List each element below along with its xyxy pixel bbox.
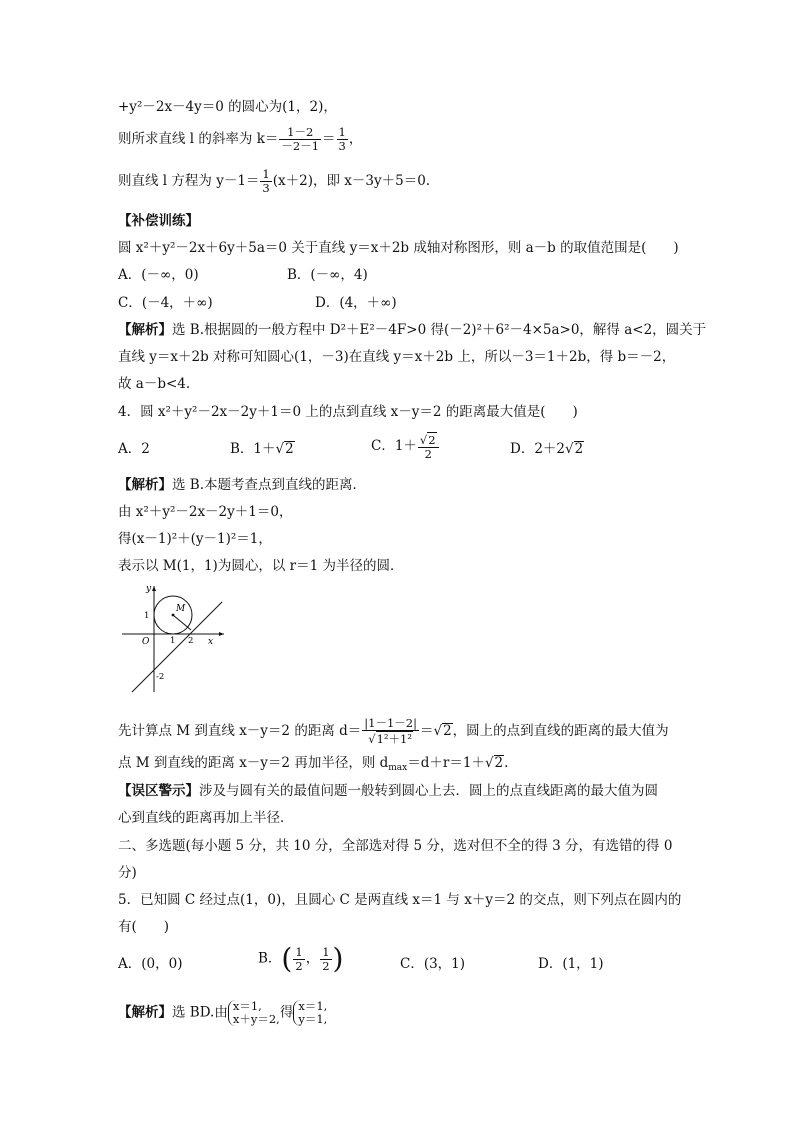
fraction [418, 432, 439, 461]
text: B．1＋ [230, 441, 276, 457]
text: . [504, 755, 509, 771]
y-axis-arrow [152, 586, 156, 591]
numerator: √2 [418, 432, 439, 448]
fraction [293, 946, 304, 973]
fraction [279, 126, 321, 153]
solution-line: 由 x²＋y²－2x－2y＋1＝0， [118, 504, 293, 520]
option-b [258, 942, 344, 975]
solution-line [118, 321, 706, 339]
x-axis-arrow [219, 632, 224, 636]
tick-label: 1 [144, 611, 150, 621]
option-d: D．(1，1) [538, 956, 604, 972]
circle-line-figure [118, 582, 228, 700]
text: +y²－2x－4y＝0 的圆心为(1，2)， [118, 99, 337, 115]
tick-label: -2 [156, 672, 165, 682]
text: 则所求直线 l 的斜率为 k＝ [118, 131, 279, 147]
text: 则直线 l 方程为 y－1＝ [118, 173, 260, 189]
section-heading: 二、多选题(每小题 5 分，共 10 分，全部选对得 5 分，选对但不全的得 3 分，有选错的得 0 [118, 838, 673, 854]
origin-label: O [142, 637, 150, 647]
text: (x＋2)，即 x－3y＋5＝0. [272, 173, 431, 189]
text: 点 M 到直线的距离 x－y＝2 再加半径，则 d [118, 755, 389, 771]
radicand: 2 [574, 441, 584, 457]
equation: y＝1, [298, 1012, 328, 1026]
solution-line [118, 1000, 327, 1026]
denominator: 3 [262, 181, 270, 195]
radicand: 2 [443, 723, 452, 739]
solution-line: 点 M 到直线的距离 x－y＝2 再加半径，则 $d_{max}=d+r=1+√2$. [118, 755, 509, 773]
text: 选 BD.由 [172, 1004, 228, 1021]
text: ＝d＋r＝1＋ [407, 755, 485, 771]
numerator: |1－1－2| [364, 716, 417, 730]
option-a: A．(－∞，0) [118, 267, 199, 283]
paren-right: ) [332, 942, 344, 975]
section-heading: 【补偿训练】 [118, 213, 199, 229]
text: 先计算点 M 到直线 x－y＝2 的距离 d＝ [118, 723, 362, 739]
denominator: 2 [424, 447, 432, 461]
denominator: －2－1 [281, 139, 320, 153]
text: C．1＋ [371, 438, 417, 454]
text: ， [305, 950, 320, 967]
equation: x＝1, [232, 999, 262, 1013]
denominator: √1²＋1² [368, 732, 412, 746]
radicand: 2 [428, 433, 436, 447]
warning-line [118, 782, 658, 800]
line-equation [118, 168, 430, 195]
section-heading: 分) [118, 865, 137, 881]
text: ＝ [322, 131, 336, 147]
fraction [320, 946, 331, 973]
solution-line: 先计算点 M 到直线 x－y＝2 的距离 d＝ $\frac{|1-1-2|}{\text{√1²＋1²}}$ ＝√2，圆上的点到直线的距离的最大值为 [118, 716, 669, 746]
text: D．2＋2 [510, 441, 566, 457]
radicand: 1²＋1² [376, 732, 412, 746]
solution-line: 直线 y＝x＋2b 对称可知圆心(1，－3)在直线 y＝x＋2b 上，所以－3＝1＋2b，得 b＝－2， [118, 349, 676, 365]
slope-line [118, 126, 362, 153]
option-c: C．(3，1) [400, 956, 466, 972]
option-a: A．(0，0) [118, 956, 183, 972]
solution-tag: 【解析】 [118, 477, 172, 493]
numerator: 1－2 [279, 126, 321, 140]
question-text: 5．已知圆 C 经过点(1，0)，且圆心 C 是两直线 x＝1 与 x＋y＝2 的交点，则下列点在圆内的 [118, 892, 682, 908]
text-line [118, 98, 337, 116]
solution-line: 表示以 M(1，1)为圆心，以 r＝1 为半径的圆． [118, 558, 404, 574]
solution-line: 故 a－b<4. [118, 376, 191, 392]
option-d: D．2＋2√2 [510, 441, 584, 457]
tick-label: 2 [188, 636, 194, 646]
x-axis-label: x [208, 637, 214, 647]
option-c [371, 432, 440, 461]
subscript: max [388, 763, 408, 773]
text: ＝ [419, 723, 434, 739]
radius-segment [173, 615, 191, 630]
equation: x＋y＝2, [232, 1012, 280, 1026]
center-label: M [176, 604, 186, 614]
warning-tag: 【误区警示】 [118, 783, 199, 799]
warning-line: 心到直线的距离再加上半径． [118, 810, 294, 826]
equation: x＝1, [298, 999, 328, 1013]
solution-line [118, 476, 366, 494]
question-text: 有( ) [118, 919, 170, 935]
fraction [260, 168, 271, 195]
equation-system [293, 1000, 327, 1026]
solution-line: 得(x－1)²＋(y－1)²＝1， [118, 531, 272, 547]
radicand: 2 [285, 441, 294, 457]
denominator: 2 [295, 958, 303, 973]
numerator: 1 [338, 125, 346, 139]
tick-label: 1 [170, 636, 176, 646]
text: ， [348, 131, 363, 147]
text: 选 B.本题考查点到直线的距离． [172, 477, 367, 493]
solution-tag: 【解析】 [118, 322, 172, 338]
fraction [362, 717, 419, 746]
text: 涉及与圆有关的最值问题一般转到圆心上去．圆上的点直线距离的最大值为圆 [199, 783, 658, 799]
option-b: B．(－∞，4) [287, 267, 368, 283]
option-b: B．1＋√2 [230, 441, 294, 457]
question-text: 4．圆 x²＋y²－2x－2y＋1＝0 上的点到直线 x－y＝2 的距离最大值是( ) [118, 404, 578, 420]
text: 得 [279, 1004, 294, 1021]
radicand: 2 [494, 755, 504, 771]
numerator: 1 [262, 167, 270, 181]
paren-left: ( [281, 942, 293, 975]
fraction [337, 126, 348, 153]
text: B． [258, 950, 282, 967]
solution-tag: 【解析】 [118, 1004, 172, 1021]
text: 选 B.根据圆的一般方程中 D²＋E²－4F>0 得(－2)²＋6²－4×5a>0，解得 a<2，圆关于 [172, 322, 707, 338]
denominator: 3 [338, 139, 346, 153]
question-text: 圆 x²＋y²－2x＋6y＋5a＝0 关于直线 y＝x＋2b 成轴对称图形，则 a－b 的取值范围是( ) [118, 240, 679, 256]
option-c: C．(－4，＋∞) [118, 295, 213, 311]
option-a: A．2 [118, 441, 150, 457]
numerator: 1 [295, 944, 303, 959]
numerator: 1 [322, 944, 330, 959]
option-d: D．(4，＋∞) [315, 295, 397, 311]
equation-system [228, 1000, 280, 1026]
y-axis-label: y [146, 584, 152, 594]
denominator: 2 [322, 958, 330, 973]
text: ，圆上的点到直线的距离的最大值为 [452, 723, 669, 739]
